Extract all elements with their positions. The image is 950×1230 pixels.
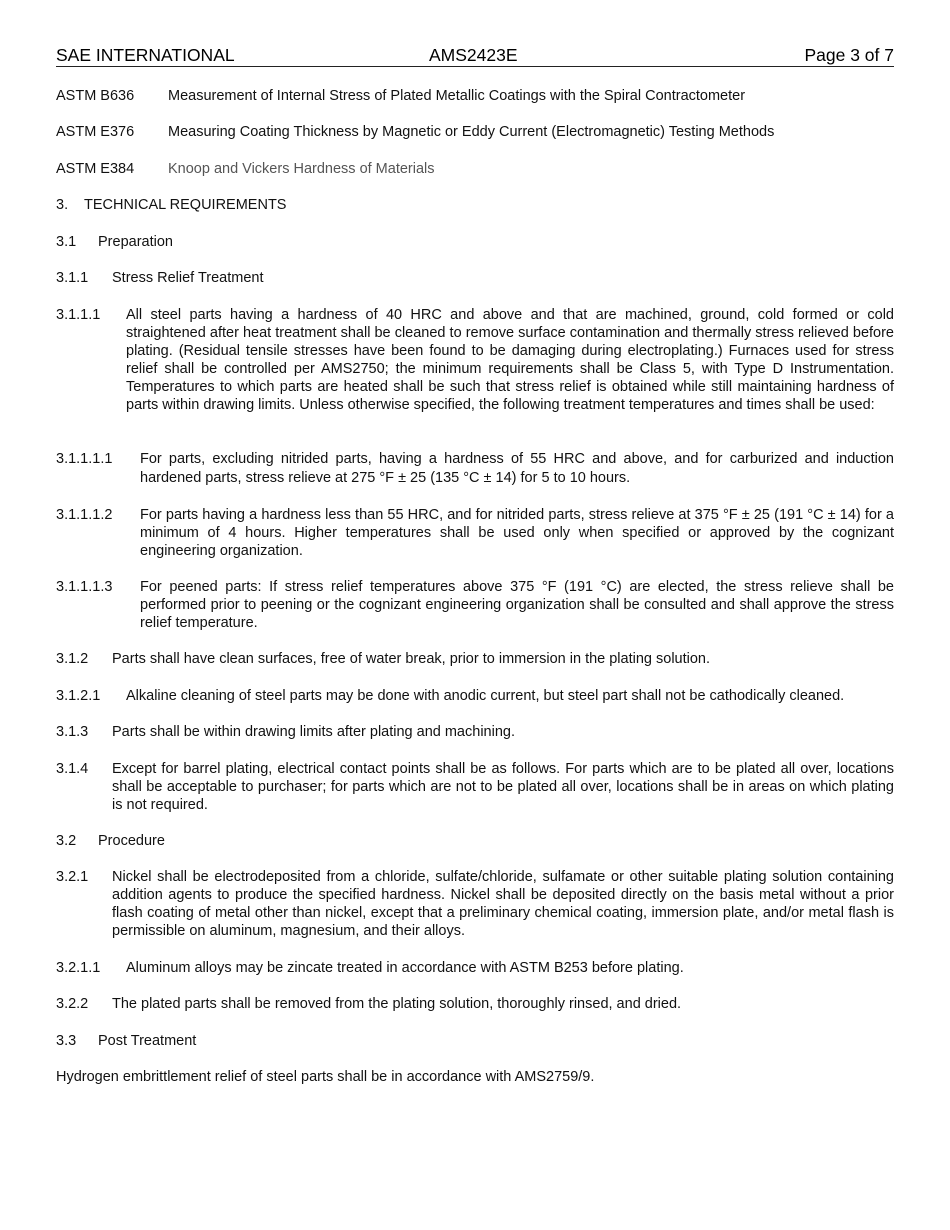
paragraph-3-1-1-1-3 [56, 578, 894, 632]
paragraph-text: Parts shall have clean surfaces, free of water break, prior to immersion in the plating solution. [112, 651, 711, 667]
section-number: 3.2 [56, 833, 77, 849]
header-page-number: Page 3 of 7 [804, 45, 894, 65]
paragraph-number: 3.2.1.1 [56, 960, 101, 976]
section-number: 3.1 [56, 234, 77, 250]
paragraph-number: 3.2.1 [56, 869, 89, 885]
reference-title: Measurement of Internal Stress of Plated Metallic Coatings with the Spiral Contractometer [168, 88, 746, 104]
section-title: Post Treatment [98, 1033, 197, 1049]
header-org: SAE INTERNATIONAL [56, 45, 235, 65]
section-3-1-heading [56, 233, 894, 251]
paragraph-text: For parts, excluding nitrided parts, having a hardness of 55 HRC and above, and for carburized and induction hardened parts, stress relieve at 275 °F ± 25 (135 °C ± 14) for 5 to 10 hours. [140, 451, 894, 486]
paragraph-number: 3.2.2 [56, 996, 89, 1012]
paragraph-text: Parts shall be within drawing limits after plating and machining. [112, 724, 515, 740]
paragraph-text: All steel parts having a hardness of 40 HRC and above and that are machined, ground, cold formed or cold straightened after heat treatment shall be cleaned to remove surface contamination and thermally stress relieved before plating. (Residual tensile stresses have been found to be damaging during electroplating.) Furnaces used for stress relief shall be controlled per AMS2750; the minimum requirements shall be Class 5, with Type D Instrumentation. Temperatures to which parts are heated shall be such that stress relief is obtained while still maintaining hardness of parts within drawing limits. Unless otherwise specified, the following treatment temperatures and times shall be used: [126, 307, 894, 413]
paragraph-number: 3.1.3 [56, 724, 89, 740]
reference-title: Measuring Coating Thickness by Magnetic or Eddy Current (Electromagnetic) Testing Methods [168, 124, 775, 140]
paragraph-3-1-1-1-2 [56, 506, 894, 560]
paragraph-text: The plated parts shall be removed from the plating solution, thoroughly rinsed, and dried. [112, 996, 682, 1012]
section-title: Preparation [98, 234, 173, 250]
paragraph-number: 3.1.1.1.1 [56, 451, 113, 467]
paragraph-text: Except for barrel plating, electrical contact points shall be as follows. For parts which are to be plated all over, locations shall be acceptable to purchaser; for parts which are not to be plated all over, locations shall be in areas on which plating is not required. [112, 761, 894, 813]
section-3-3-heading [56, 1032, 894, 1050]
paragraph-3-3-text: Hydrogen embrittlement relief of steel parts shall be in accordance with AMS2759/9. [56, 1069, 595, 1085]
header-doc-number: AMS2423E [429, 45, 518, 65]
paragraph-3-1-1-1 [56, 306, 894, 414]
paragraph-number: 3.1.1.1 [56, 307, 101, 323]
paragraph-text: For peened parts: If stress relief temperatures above 375 °F (191 °C) are elected, the stress relieve shall be performed prior to peening or the cognizant engineering organization shall be consulted and shall approve the stress relief temperature. [140, 579, 894, 631]
section-3-2-heading [56, 832, 894, 850]
section-title: Procedure [98, 833, 165, 849]
paragraph-text: Alkaline cleaning of steel parts may be done with anodic current, but steel part shall not be cathodically cleaned. [126, 688, 845, 704]
reference-title: Knoop and Vickers Hardness of Materials [168, 161, 435, 177]
paragraph-number: 3.1.4 [56, 761, 89, 777]
section-number: 3. [56, 197, 69, 213]
paragraph-number: 3.1.2 [56, 651, 89, 667]
paragraph-3-1-1-1-1 [56, 450, 894, 488]
section-number: 3.3 [56, 1033, 77, 1049]
paragraph-text: Nickel shall be electrodeposited from a chloride, sulfate/chloride, sulfamate or other suitable plating solution containing addition agents to produce the specified hardness. Nickel shall be deposited directly on the basis metal without a prior flash coating of metal other than nickel, except that a preliminary chemical coating, immersion plate, and/or metal flash is permissible on aluminum, magnesium, and their alloys. [112, 869, 894, 939]
section-title: TECHNICAL REQUIREMENTS [84, 197, 287, 213]
section-title: Stress Relief Treatment [112, 270, 264, 286]
paragraph-number: 3.1.1.1.3 [56, 579, 113, 595]
page-header [56, 44, 894, 67]
reference-code: ASTM E384 [56, 161, 135, 177]
reference-code: ASTM B636 [56, 88, 135, 104]
paragraph-3-1-4 [56, 760, 894, 814]
paragraph-number: 3.1.2.1 [56, 688, 101, 704]
paragraph-text: Aluminum alloys may be zincate treated in accordance with ASTM B253 before plating. [126, 960, 684, 976]
reference-code: ASTM E376 [56, 124, 135, 140]
paragraph-number: 3.1.1.1.2 [56, 507, 113, 523]
section-3-heading [56, 196, 894, 214]
paragraph-text: For parts having a hardness less than 55 HRC, and for nitrided parts, stress relieve at 375 °F ± 25 (191 °C ± 14) for a minimum of 4 hours. Higher temperatures shall be used only when specified or approved by the cognizant engineering organization. [140, 507, 894, 559]
paragraph-3-2-1 [56, 868, 894, 940]
section-number: 3.1.1 [56, 270, 89, 286]
section-3-1-1-heading [56, 269, 894, 287]
